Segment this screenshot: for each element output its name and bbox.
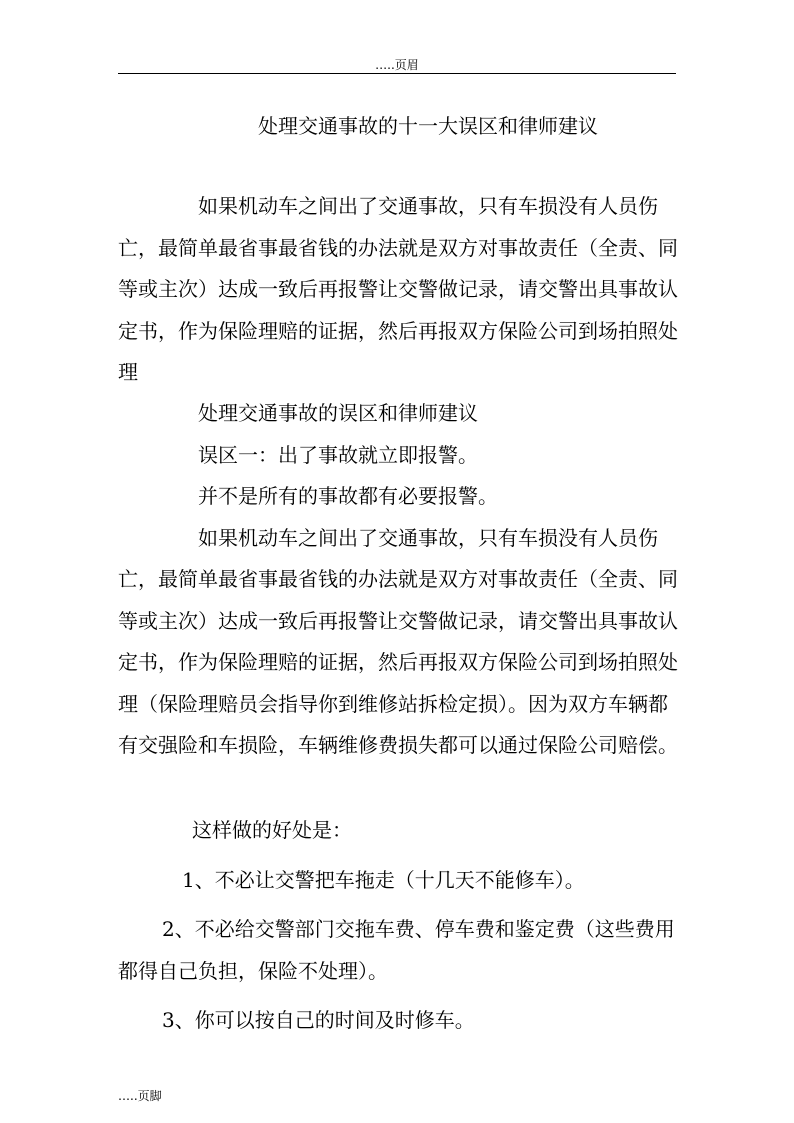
paragraph-myth-one: 误区一：出了事故就立即报警。 <box>198 442 478 467</box>
body-block-2 <box>118 393 678 767</box>
paragraph-intro: 如果机动车之间出了交通事故，只有车损没有人员伤亡，最简单最省事最省钱的办法就是双方对事故责任（全责、同等或主次）达成一致后再报警让交警做记录，请交警出具事故认定书，作为保险理赔的证据，然后再报双方保险公司到场拍照处理 <box>118 194 678 384</box>
document-title: 处理交通事故的十一大误区和律师建议 <box>258 114 598 138</box>
page-footer: …..页脚 <box>118 1089 162 1103</box>
paragraph-benefits-intro: 这样做的好处是： <box>192 818 352 842</box>
paragraph-detail: 如果机动车之间出了交通事故，只有车损没有人员伤亡，最简单最省事最省钱的办法就是双方对事故责任（全责、同等或主次）达成一致后再报警让交警做记录，请交警出具事故认定书，作为保险理赔的证据，然后再报双方保险公司到场拍照处理（保险理赔员会指导你到维修站拆检定损）。因为双方车辆都有交强险和车损险，车辆维修费损失都可以通过保险公司赔偿。 <box>118 525 678 757</box>
benefit-item-2: 2、不必给交警部门交拖车费、停车费和鉴定费（这些费用都得自己负担，保险不处理）。 <box>118 917 675 983</box>
body-block-1 <box>118 186 678 394</box>
benefit-item-1: 1、不必让交警把车拖走（十几天不能修车）。 <box>182 867 585 892</box>
paragraph-not-necessary: 并不是所有的事故都有必要报警。 <box>198 484 498 508</box>
header-divider <box>118 73 676 74</box>
body-block-3 <box>118 810 678 1042</box>
page-header: …..页眉 <box>375 58 419 72</box>
benefit-item-3: 3、你可以按自己的时间及时修车。 <box>162 1008 475 1032</box>
paragraph-subtitle: 处理交通事故的误区和律师建议 <box>198 401 478 425</box>
